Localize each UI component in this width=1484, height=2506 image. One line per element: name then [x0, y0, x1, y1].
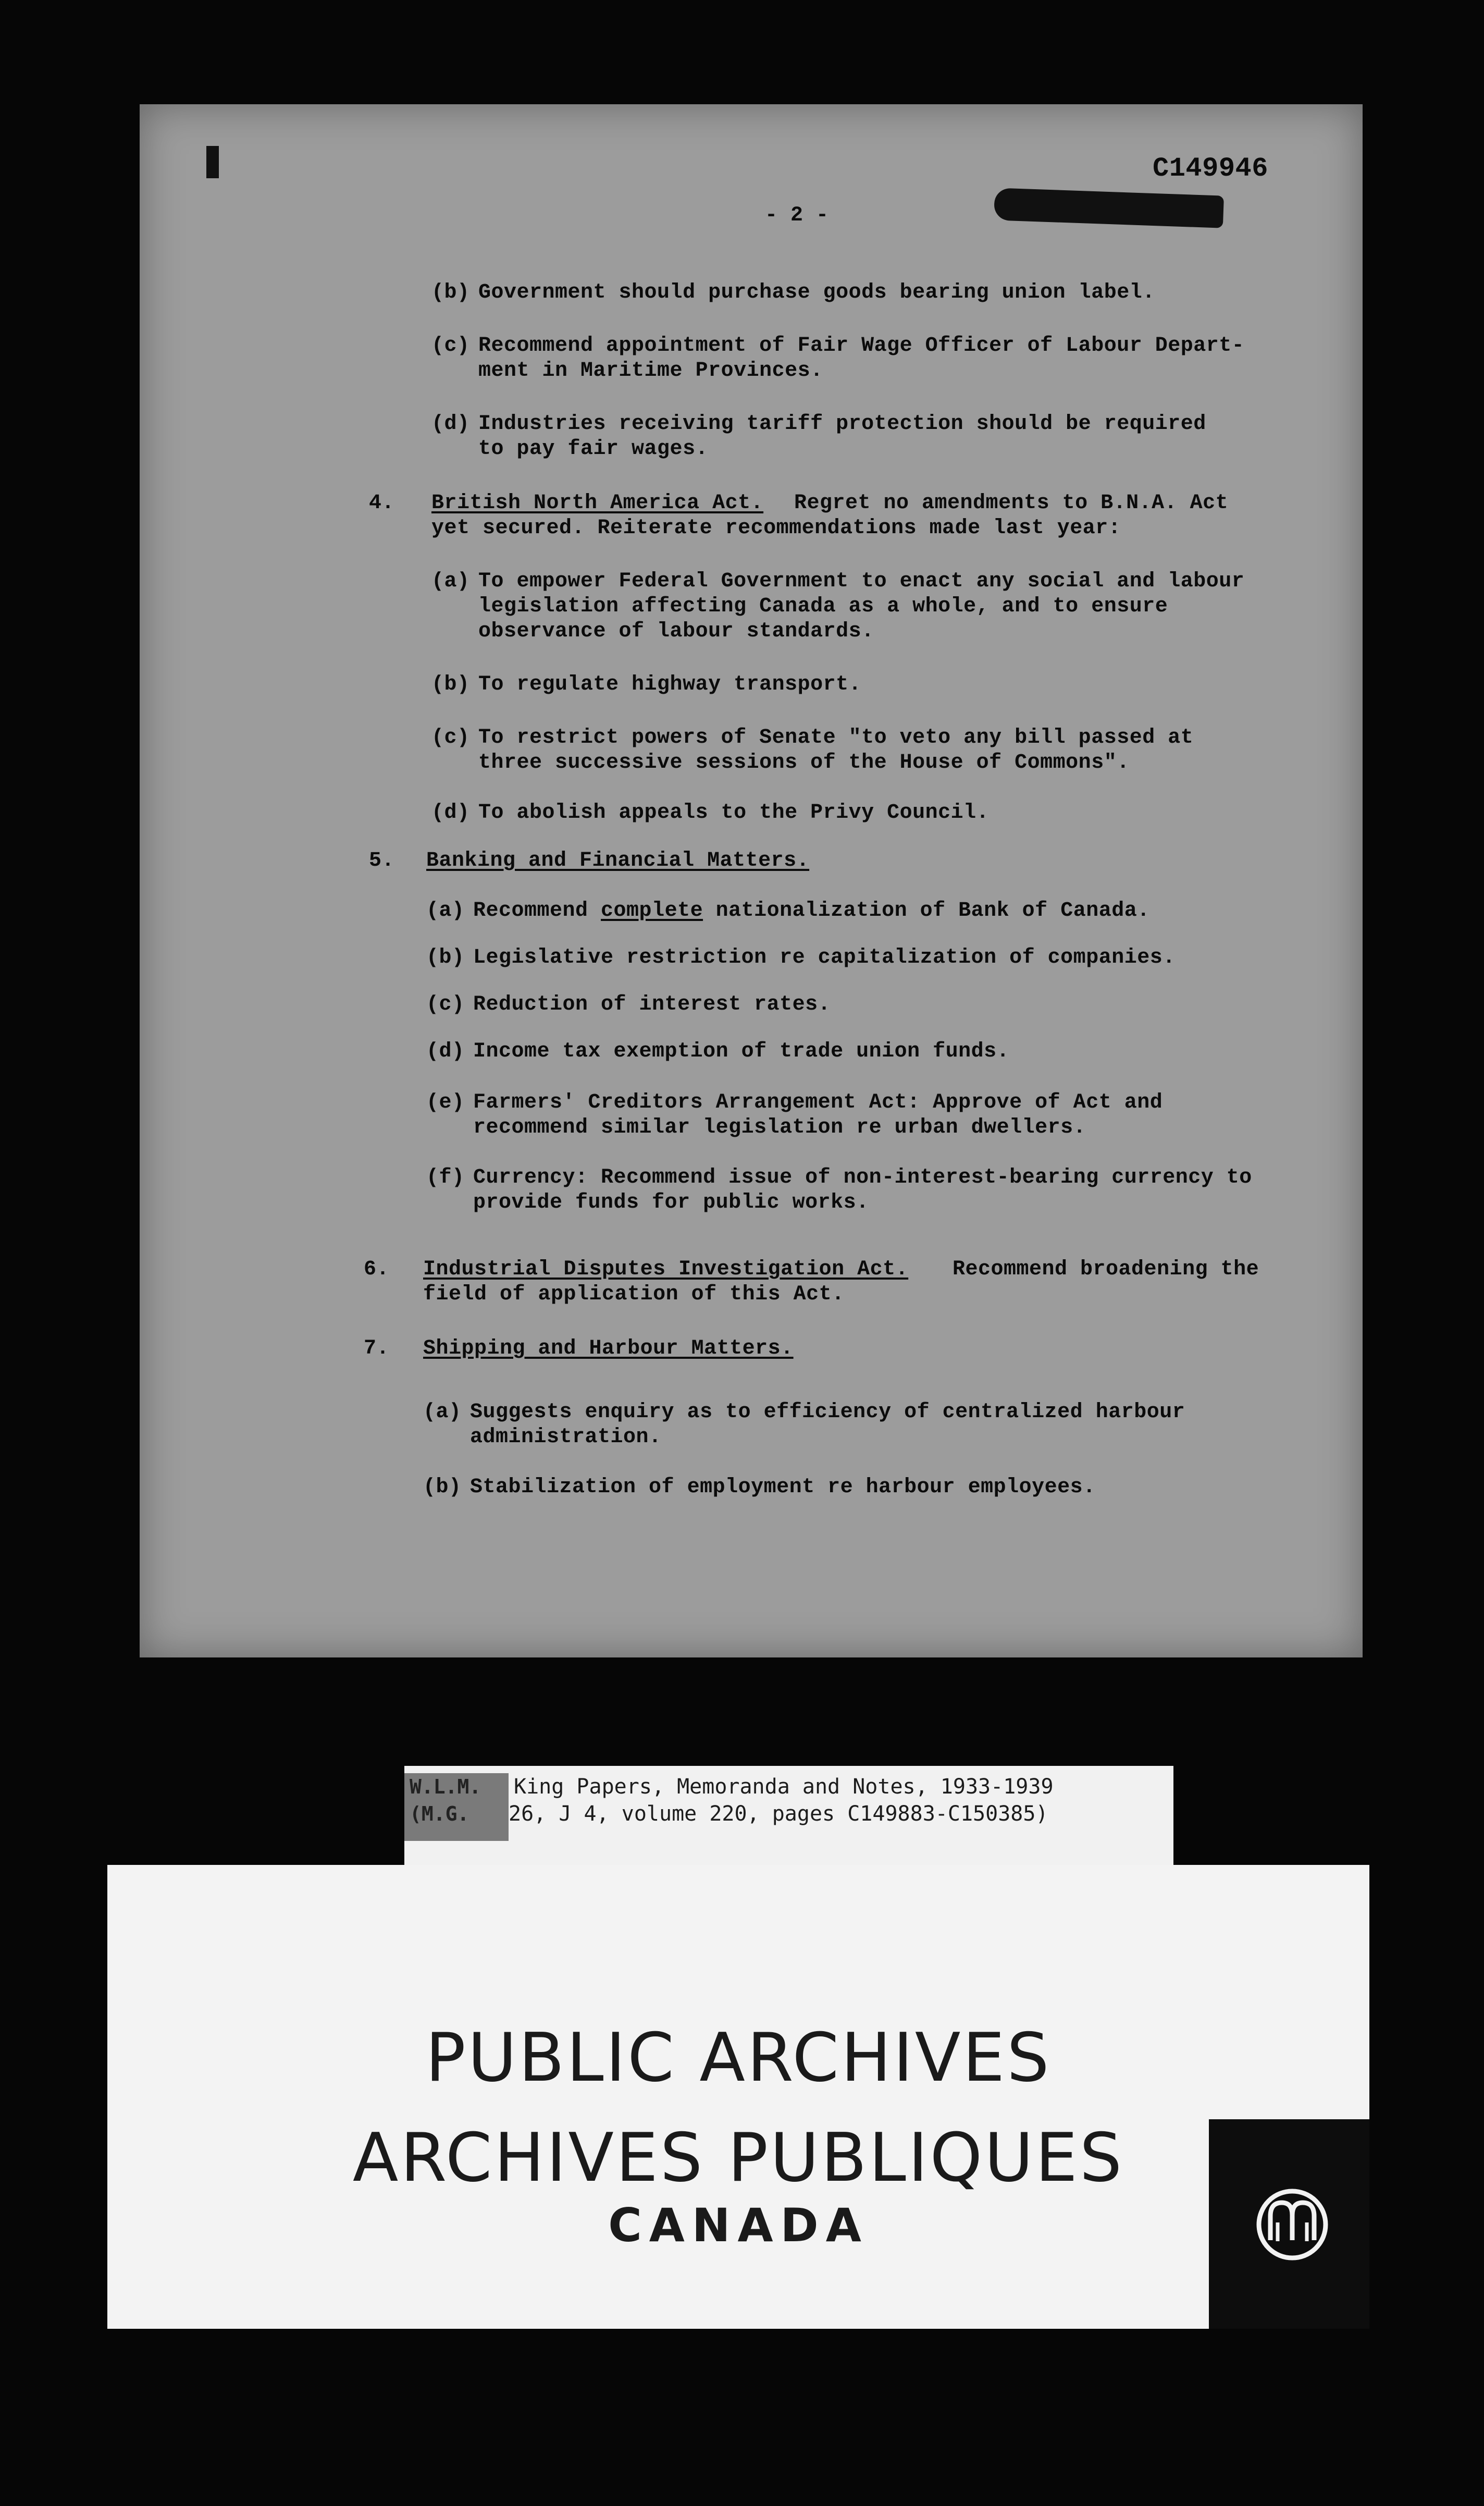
item-text: Government should purchase goods bearing union label. [478, 281, 1155, 304]
section-heading: Industrial Disputes Investigation Act. [423, 1258, 909, 1281]
page-id: C149946 [1153, 153, 1268, 184]
item-label: (b) [431, 281, 470, 304]
item-text: To regulate highway transport. [478, 673, 862, 696]
source-line: King Papers, Memoranda and Notes, 1933-1939 [514, 1775, 1054, 1799]
section-text: yet secured. Reiterate recommendations made last year: [431, 517, 1121, 540]
item-label: (f) [426, 1166, 465, 1189]
item-text: To abolish appeals to the Privy Council. [478, 801, 990, 825]
redaction-mark [994, 188, 1224, 228]
item-text-part: nationalization of Bank of Canada. [703, 899, 1150, 923]
archive-logo-icon [1209, 2119, 1369, 2329]
item-label: (e) [426, 1091, 465, 1114]
archive-card [107, 1865, 1369, 2329]
item-text: recommend similar legislation re urban dwellers. [473, 1116, 1086, 1139]
item-label: (c) [426, 993, 465, 1016]
item-label: (c) [431, 334, 470, 358]
item-label: (c) [431, 726, 470, 750]
item-text: Legislative restriction re capitalization of companies. [473, 946, 1176, 969]
document-page [140, 104, 1363, 1657]
item-text: administration. [470, 1426, 662, 1449]
item-text: Currency: Recommend issue of non-interest-bearing currency to [473, 1166, 1252, 1189]
item-text [473, 899, 1150, 924]
item-text: three successive sessions of the House of Commons". [478, 751, 1130, 775]
item-text: ment in Maritime Provinces. [478, 359, 823, 383]
item-text: legislation affecting Canada as a whole, and to ensure [478, 595, 1168, 618]
section-text: Regret no amendments to B.N.A. Act [794, 492, 1229, 515]
section-number: 7. [364, 1337, 390, 1360]
stamp-text: (M.G. [410, 1802, 469, 1825]
underlined-word: complete [601, 899, 703, 923]
source-line: 26, J 4, volume 220, pages C149883-C150385) [509, 1802, 1048, 1826]
archive-line-french: ARCHIVES PUBLIQUES [352, 2119, 1124, 2197]
item-text: observance of labour standards. [478, 620, 874, 643]
item-text: provide funds for public works. [473, 1191, 869, 1214]
item-text: Reduction of interest rates. [473, 993, 831, 1016]
item-text: Income tax exemption of trade union funds. [473, 1040, 1010, 1063]
section-heading: British North America Act. [431, 492, 764, 515]
archive-logo [1209, 2119, 1369, 2329]
item-text: Industries receiving tariff protection should be required [478, 412, 1206, 436]
item-label: (b) [423, 1476, 462, 1499]
source-label [404, 1766, 1173, 1870]
item-text: Suggests enquiry as to efficiency of centralized harbour [470, 1401, 1185, 1424]
archive-line-country: CANADA [608, 2198, 869, 2252]
item-label: (b) [431, 673, 470, 696]
section-number: 6. [364, 1258, 390, 1281]
item-label: (d) [431, 412, 470, 436]
section-number: 5. [369, 849, 395, 873]
item-label: (a) [423, 1401, 462, 1424]
item-label: (d) [431, 801, 470, 825]
item-text-part: Recommend [473, 899, 601, 923]
item-text: Recommend appointment of Fair Wage Officer of Labour Depart- [478, 334, 1245, 358]
section-heading: Shipping and Harbour Matters. [423, 1337, 794, 1360]
section-text: Recommend broadening the [953, 1258, 1259, 1281]
item-text: Stabilization of employment re harbour employees. [470, 1476, 1096, 1499]
item-text: to pay fair wages. [478, 437, 709, 461]
item-text: To empower Federal Government to enact any social and labour [478, 570, 1245, 593]
item-label: (a) [426, 899, 465, 923]
item-label: (b) [426, 946, 465, 969]
item-label: (a) [431, 570, 470, 593]
section-heading: Banking and Financial Matters. [426, 849, 810, 873]
item-label: (d) [426, 1040, 465, 1063]
page-number: - 2 - [765, 204, 829, 227]
item-text: Farmers' Creditors Arrangement Act: Approve of Act and [473, 1091, 1163, 1114]
archive-line-english: PUBLIC ARCHIVES [425, 2019, 1052, 2097]
item-text: To restrict powers of Senate "to veto any bill passed at [478, 726, 1194, 750]
section-number: 4. [369, 492, 395, 515]
section-text: field of application of this Act. [423, 1283, 845, 1306]
stamp-text: W.L.M. [410, 1775, 481, 1798]
